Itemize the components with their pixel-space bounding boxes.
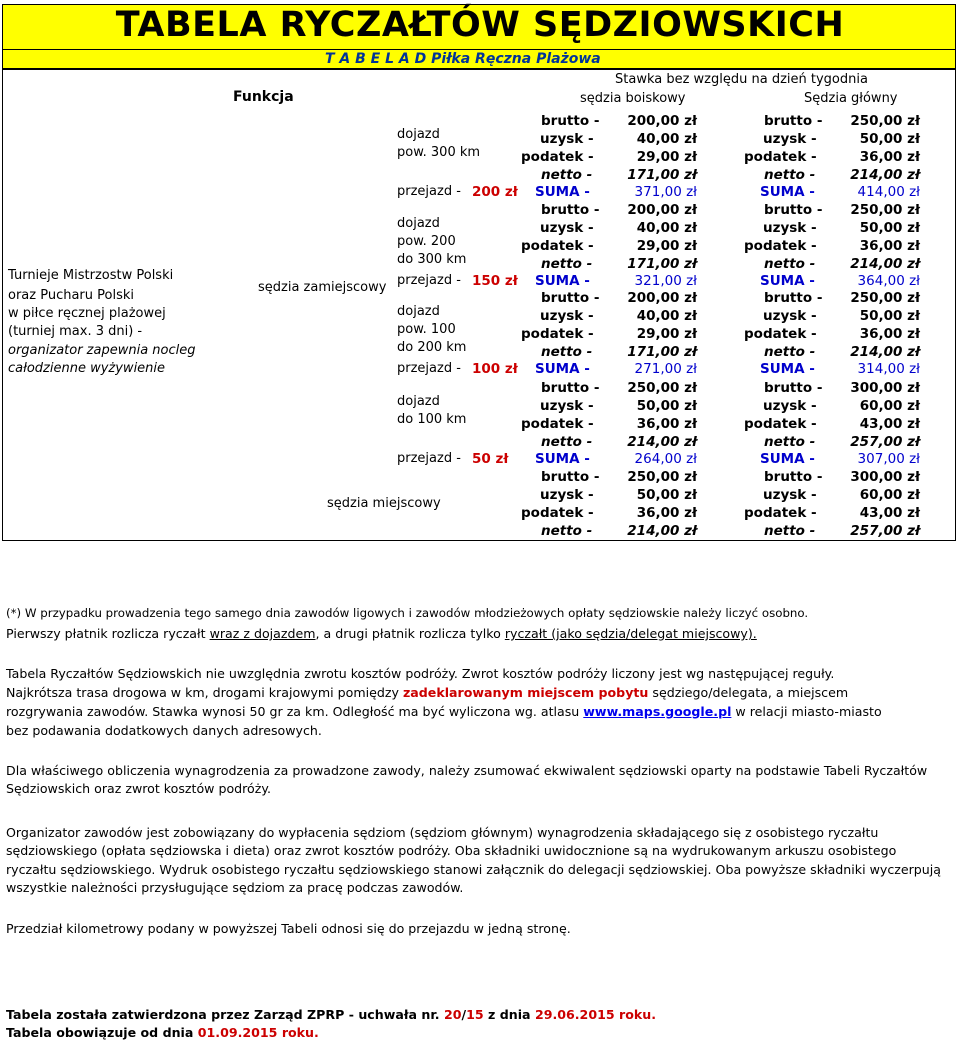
boiskowy-netto-value: 214,00 zł xyxy=(627,434,697,450)
glowny-brutto-value: 250,00 zł xyxy=(850,113,920,129)
footer-1c: / xyxy=(461,1007,467,1022)
suma-label: SUMA - xyxy=(535,451,590,467)
footer-1d: 15 xyxy=(466,1007,484,1022)
podatek-label: podatek - xyxy=(744,149,817,165)
netto-label: netto - xyxy=(541,167,593,183)
note-7: Dla właściwego obliczenia wynagrodzenia za prowadzone zawody, należy zsumować ekwiwalent sędziowski oparty na podstawie Tabeli Ryczałtów xyxy=(6,763,928,778)
glowny-podatek-value: 36,00 zł xyxy=(859,149,920,165)
brutto-label: brutto - xyxy=(541,113,600,129)
przejazd-label: przejazd - xyxy=(397,184,461,199)
event-line-6: całodzienne wyżywienie xyxy=(8,361,166,376)
glowny-brutto-value: 300,00 zł xyxy=(850,380,920,396)
note-10: sędziowskiego (opłata sędziowska i dieta) oraz zwrot kosztów podróży. Oba składniki uwidocznione są na wydrukowanym arkuszu osobistego xyxy=(6,843,897,858)
footer-1f: 29.06.2015 roku. xyxy=(534,1007,656,1022)
distance-label: pow. 100 xyxy=(397,322,456,337)
note-2b: wraz z dojazdem xyxy=(209,626,316,641)
podatek-label: podatek - xyxy=(521,238,594,254)
uzysk-label: uzysk - xyxy=(540,308,594,324)
glowny-netto-value: 214,00 zł xyxy=(850,344,920,360)
glowny-uzysk-value: 60,00 zł xyxy=(859,398,920,414)
page-title: TABELA RYCZAŁTÓW SĘDZIOWSKICH xyxy=(115,5,845,45)
przejazd-label: przejazd - xyxy=(397,361,461,376)
podatek-label: podatek - xyxy=(744,416,817,432)
footer-1e: z dnia xyxy=(483,1007,535,1022)
netto-label: netto - xyxy=(541,256,593,272)
brutto-label: brutto - xyxy=(764,290,823,306)
note-4 xyxy=(6,683,848,702)
netto-label: netto - xyxy=(764,523,816,539)
boiskowy-brutto-value: 250,00 zł xyxy=(627,469,697,485)
suma-label: SUMA - xyxy=(535,184,590,200)
glowny-podatek-value: 36,00 zł xyxy=(859,238,920,254)
note-11: ryczałtu sędziowskiego. Wydruk osobistego ryczałtu sędziowskiego stanowi załącznik do delegacji sędziowskiej. Oba powyższe składniki wyczerpują xyxy=(6,862,941,877)
note-4c: sędziego/delegata, a miejscem xyxy=(648,685,849,700)
suma-label: SUMA - xyxy=(760,451,815,467)
netto-label: netto - xyxy=(541,344,593,360)
footer-2a: Tabela obowiązuje od dnia xyxy=(6,1025,198,1040)
brutto-label: brutto - xyxy=(764,380,823,396)
boiskowy-podatek-value: 29,00 zł xyxy=(636,149,697,165)
podatek-label: podatek - xyxy=(521,505,594,521)
glowny-brutto-value: 250,00 zł xyxy=(850,202,920,218)
dojazd-label: dojazd xyxy=(397,127,440,142)
glowny-netto-value: 214,00 zł xyxy=(850,256,920,272)
suma-label: SUMA - xyxy=(760,273,815,289)
glowny-netto-value: 257,00 zł xyxy=(850,434,920,450)
podatek-label: podatek - xyxy=(521,326,594,342)
glowny-uzysk-value: 50,00 zł xyxy=(859,131,920,147)
przejazd-value: 200 zł xyxy=(472,184,518,200)
note-12: wszystkie należności przysługujące sędziom za pracę podczas zawodów. xyxy=(6,880,464,895)
glowny-podatek-value: 43,00 zł xyxy=(859,416,920,432)
note-2c: , a drugi płatnik rozlicza tylko xyxy=(315,626,505,641)
przejazd-value: 100 zł xyxy=(472,361,518,377)
glowny-uzysk-value: 50,00 zł xyxy=(859,220,920,236)
uzysk-label: uzysk - xyxy=(540,398,594,414)
table-subtitle: T A B E L A D Piłka Ręczna Plażowa xyxy=(325,51,601,67)
uzysk-label: uzysk - xyxy=(763,220,817,236)
dojazd-label: dojazd xyxy=(397,216,440,231)
event-line-3: w piłce ręcznej plażowej xyxy=(8,306,166,321)
funkcja-header: Funkcja xyxy=(233,89,294,105)
boiskowy-podatek-value: 36,00 zł xyxy=(636,505,697,521)
suma-label: SUMA - xyxy=(760,361,815,377)
podatek-label: podatek - xyxy=(744,238,817,254)
note-5 xyxy=(6,702,882,721)
note-13: Przedział kilometrowy podany w powyższej Tabeli odnosi się do przejazdu w jedną stronę. xyxy=(6,921,571,936)
boiskowy-brutto-value: 200,00 zł xyxy=(627,113,697,129)
uzysk-label: uzysk - xyxy=(540,487,594,503)
glowny-header: Sędzia główny xyxy=(804,91,898,106)
rate-note: Stawka bez względu na dzień tygodnia xyxy=(615,72,868,87)
brutto-label: brutto - xyxy=(541,380,600,396)
netto-label: netto - xyxy=(764,256,816,272)
glowny-netto-value: 214,00 zł xyxy=(850,167,920,183)
suma-label: SUMA - xyxy=(535,361,590,377)
boiskowy-podatek-value: 29,00 zł xyxy=(636,326,697,342)
note-6: bez podawania dodatkowych danych adresowych. xyxy=(6,723,322,738)
boiskowy-netto-value: 171,00 zł xyxy=(627,167,697,183)
boiskowy-netto-value: 214,00 zł xyxy=(627,523,697,539)
boiskowy-netto-value: 171,00 zł xyxy=(627,344,697,360)
przejazd-label: przejazd - xyxy=(397,273,461,288)
boiskowy-uzysk-value: 40,00 zł xyxy=(636,220,697,236)
note-2 xyxy=(6,624,757,643)
glowny-netto-value: 257,00 zł xyxy=(850,523,920,539)
footer-1 xyxy=(6,1005,656,1024)
brutto-label: brutto - xyxy=(541,290,600,306)
event-line-4: (turniej max. 3 dni) - xyxy=(8,324,143,339)
note-1: (*) W przypadku prowadzenia tego samego dnia zawodów ligowych i zawodów młodzieżowych opłaty sędziowskie należy liczyć osobno. xyxy=(6,606,809,620)
netto-label: netto - xyxy=(764,167,816,183)
suma-boiskowy: 321,00 zł xyxy=(634,273,697,289)
note-8: Sędziowskich oraz zwrot kosztów podróży. xyxy=(6,781,272,796)
boiskowy-podatek-value: 36,00 zł xyxy=(636,416,697,432)
note-2d: ryczałt (jako sędzia/delegat miejscowy). xyxy=(504,626,757,641)
glowny-uzysk-value: 60,00 zł xyxy=(859,487,920,503)
brutto-label: brutto - xyxy=(764,202,823,218)
podatek-label: podatek - xyxy=(744,326,817,342)
uzysk-label: uzysk - xyxy=(763,308,817,324)
suma-boiskowy: 371,00 zł xyxy=(634,184,697,200)
uzysk-label: uzysk - xyxy=(763,131,817,147)
note-3: Tabela Ryczałtów Sędziowskich nie uwzględnia zwrotu kosztów podróży. Zwrot kosztów podróży liczony jest wg następującej reguły. xyxy=(6,666,835,681)
miejscowy-label: sędzia miejscowy xyxy=(327,496,441,511)
przejazd-value: 50 zł xyxy=(472,451,509,467)
boiskowy-brutto-value: 200,00 zł xyxy=(627,290,697,306)
suma-glowny: 414,00 zł xyxy=(857,184,920,200)
suma-label: SUMA - xyxy=(760,184,815,200)
boiskowy-header: sędzia boiskowy xyxy=(580,91,686,106)
netto-label: netto - xyxy=(541,434,593,450)
uzysk-label: uzysk - xyxy=(763,398,817,414)
brutto-label: brutto - xyxy=(541,469,600,485)
suma-boiskowy: 264,00 zł xyxy=(634,451,697,467)
event-line-1: Turnieje Mistrzostw Polski xyxy=(8,268,174,283)
podatek-label: podatek - xyxy=(521,149,594,165)
podatek-label: podatek - xyxy=(744,505,817,521)
dojazd-label: dojazd xyxy=(397,394,440,409)
brutto-label: brutto - xyxy=(764,469,823,485)
glowny-podatek-value: 36,00 zł xyxy=(859,326,920,342)
dojazd-label: dojazd xyxy=(397,304,440,319)
glowny-brutto-value: 250,00 zł xyxy=(850,290,920,306)
netto-label: netto - xyxy=(541,523,593,539)
subtitle-bar xyxy=(2,50,956,69)
distance-label-2: do 200 km xyxy=(397,340,467,355)
brutto-label: brutto - xyxy=(541,202,600,218)
footer-2b: 01.09.2015 roku. xyxy=(197,1025,319,1040)
boiskowy-uzysk-value: 40,00 zł xyxy=(636,131,697,147)
distance-label-2: do 300 km xyxy=(397,252,467,267)
przejazd-value: 150 zł xyxy=(472,273,518,289)
brutto-label: brutto - xyxy=(764,113,823,129)
note-4a: Najkrótsza trasa drogowa w km, drogami krajowymi pomiędzy xyxy=(6,685,403,700)
przejazd-label: przejazd - xyxy=(397,451,461,466)
event-line-2: oraz Pucharu Polski xyxy=(8,288,134,303)
boiskowy-uzysk-value: 50,00 zł xyxy=(636,487,697,503)
boiskowy-uzysk-value: 50,00 zł xyxy=(636,398,697,414)
glowny-uzysk-value: 50,00 zł xyxy=(859,308,920,324)
glowny-podatek-value: 43,00 zł xyxy=(859,505,920,521)
distance-label: pow. 300 km xyxy=(397,145,481,160)
footer-1b: 20 xyxy=(443,1007,462,1022)
boiskowy-brutto-value: 200,00 zł xyxy=(627,202,697,218)
distance-label: do 100 km xyxy=(397,412,467,427)
note-4b: zadeklarowanym miejscem pobytu xyxy=(402,685,649,700)
suma-boiskowy: 271,00 zł xyxy=(634,361,697,377)
boiskowy-netto-value: 171,00 zł xyxy=(627,256,697,272)
distance-label: pow. 200 xyxy=(397,234,456,249)
podatek-label: podatek - xyxy=(521,416,594,432)
footer-1a: Tabela została zatwierdzona przez Zarząd ZPRP - uchwała nr. xyxy=(6,1007,444,1022)
suma-label: SUMA - xyxy=(535,273,590,289)
boiskowy-brutto-value: 250,00 zł xyxy=(627,380,697,396)
glowny-brutto-value: 300,00 zł xyxy=(850,469,920,485)
suma-glowny: 364,00 zł xyxy=(857,273,920,289)
boiskowy-uzysk-value: 40,00 zł xyxy=(636,308,697,324)
zamiejscowy-label: sędzia zamiejscowy xyxy=(258,280,387,295)
event-line-5: organizator zapewnia nocleg xyxy=(8,343,196,358)
netto-label: netto - xyxy=(764,344,816,360)
uzysk-label: uzysk - xyxy=(763,487,817,503)
note-9: Organizator zawodów jest zobowiązany do wypłacenia sędziom (sędziom głównym) wynagrodzenia składającego się z osobistego ryczałtu xyxy=(6,825,879,840)
netto-label: netto - xyxy=(764,434,816,450)
note-5a: rozgrywania zawodów. Stawka wynosi 50 gr za km. Odległość ma być wyliczona wg. atlasu xyxy=(6,704,584,719)
uzysk-label: uzysk - xyxy=(540,220,594,236)
maps-link[interactable]: www.maps.google.pl xyxy=(583,704,732,719)
suma-glowny: 307,00 zł xyxy=(857,451,920,467)
boiskowy-podatek-value: 29,00 zł xyxy=(636,238,697,254)
suma-glowny: 314,00 zł xyxy=(857,361,920,377)
note-5c: w relacji miasto-miasto xyxy=(731,704,882,719)
footer-2 xyxy=(6,1023,319,1042)
uzysk-label: uzysk - xyxy=(540,131,594,147)
note-2a: Pierwszy płatnik rozlicza ryczałt xyxy=(6,626,210,641)
